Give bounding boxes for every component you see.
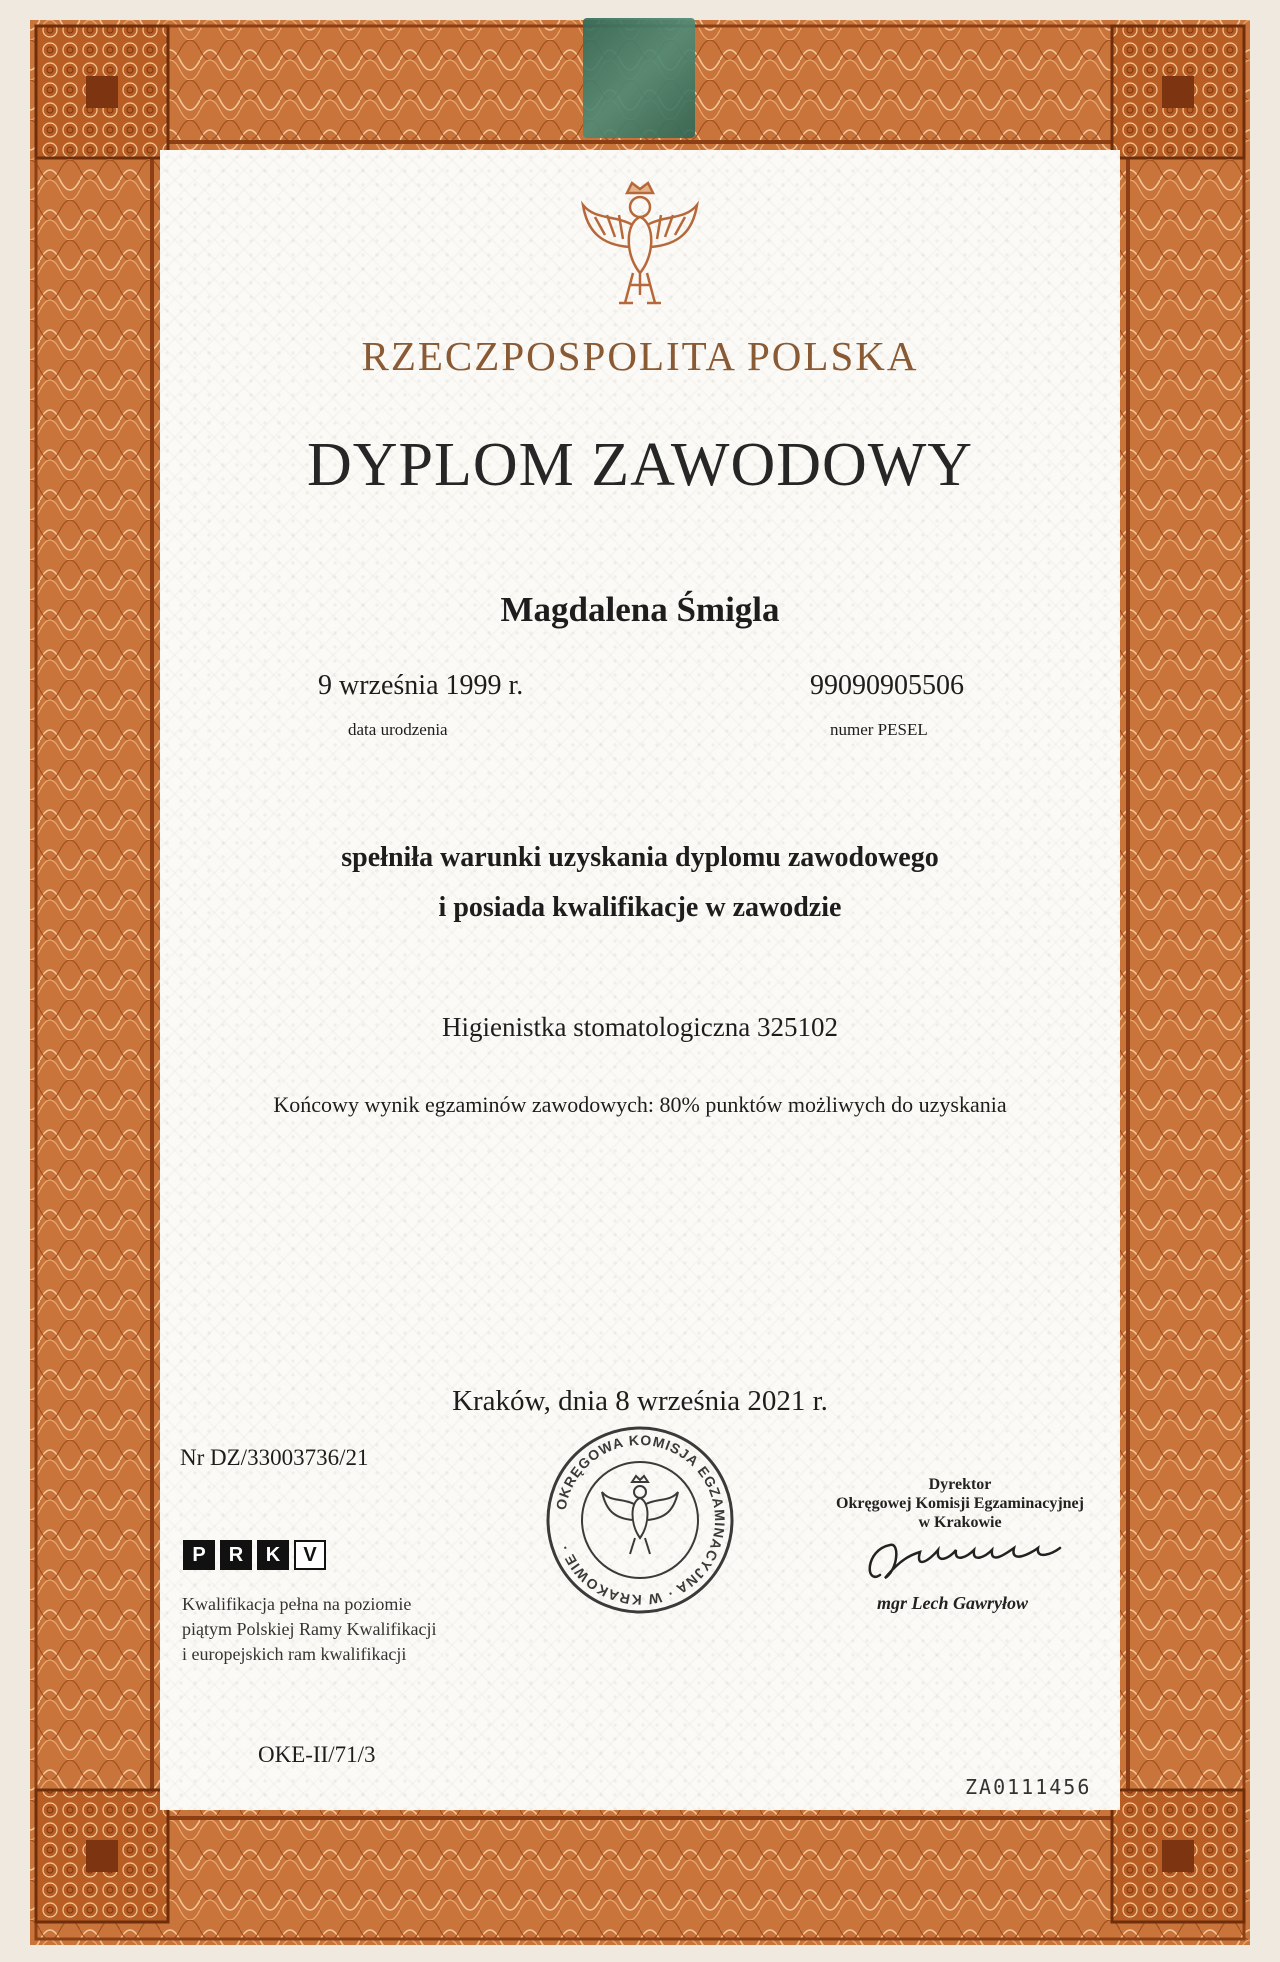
serial-number: ZA0111456 — [965, 1775, 1092, 1799]
prk-description-line: i europejskich ram kwalifikacji — [182, 1644, 407, 1664]
director-name: mgr Lech Gawryłow — [877, 1593, 1028, 1613]
pesel-label: numer PESEL — [830, 720, 928, 739]
prk-description — [182, 1592, 482, 1667]
prk-description-line: piątym Polskiej Ramy Kwalifikacji — [182, 1619, 437, 1639]
birth-date-label: data urodzenia — [348, 720, 448, 739]
director-title-line: w Krakowie — [918, 1514, 1002, 1531]
white-eagle-emblem-icon — [575, 175, 705, 315]
director-title — [790, 1475, 1130, 1532]
place-and-date: Kraków, dnia 8 września 2021 r. — [452, 1385, 828, 1417]
form-code: OKE-II/71/3 — [258, 1742, 376, 1767]
prk-description-line: Kwalifikacja pełna na poziomie — [182, 1594, 412, 1614]
prk-level: V — [294, 1540, 326, 1570]
statement-line-2: i posiada kwalifikacje w zawodzie — [438, 892, 842, 923]
svg-text:OKRĘGOWA KOMISJA EGZAMINACYJNA: OKRĘGOWA KOMISJA EGZAMINACYJNA · W KRAKOWIE · — [552, 1431, 729, 1609]
country-name: RZECZPOSPOLITA POLSKA — [361, 333, 919, 379]
prk-letter: R — [220, 1540, 252, 1570]
diploma-number: Nr DZ/33003736/21 — [180, 1445, 369, 1470]
official-seal — [540, 1420, 740, 1620]
director-title-line: Okręgowej Komisji Egzaminacyjnej — [836, 1495, 1084, 1512]
prk-letter: P — [183, 1540, 215, 1570]
document-title: DYPLOM ZAWODOWY — [306, 431, 974, 499]
holder-name: Magdalena Śmigla — [500, 590, 780, 629]
prk-letter: K — [257, 1540, 289, 1570]
pesel-number: 99090905506 — [810, 670, 964, 701]
director-signature — [860, 1530, 1070, 1590]
profession: Higienistka stomatologiczna 325102 — [442, 1012, 838, 1042]
security-hologram — [583, 18, 695, 138]
director-title-line: Dyrektor — [928, 1476, 992, 1493]
statement-line-1: spełniła warunki uzyskania dyplomu zawodowego — [341, 842, 939, 873]
prk-logo — [183, 1540, 326, 1570]
birth-date: 9 września 1999 r. — [318, 670, 524, 701]
exam-result: Końcowy wynik egzaminów zawodowych: 80% punktów możliwych do uzyskania — [273, 1092, 1007, 1117]
